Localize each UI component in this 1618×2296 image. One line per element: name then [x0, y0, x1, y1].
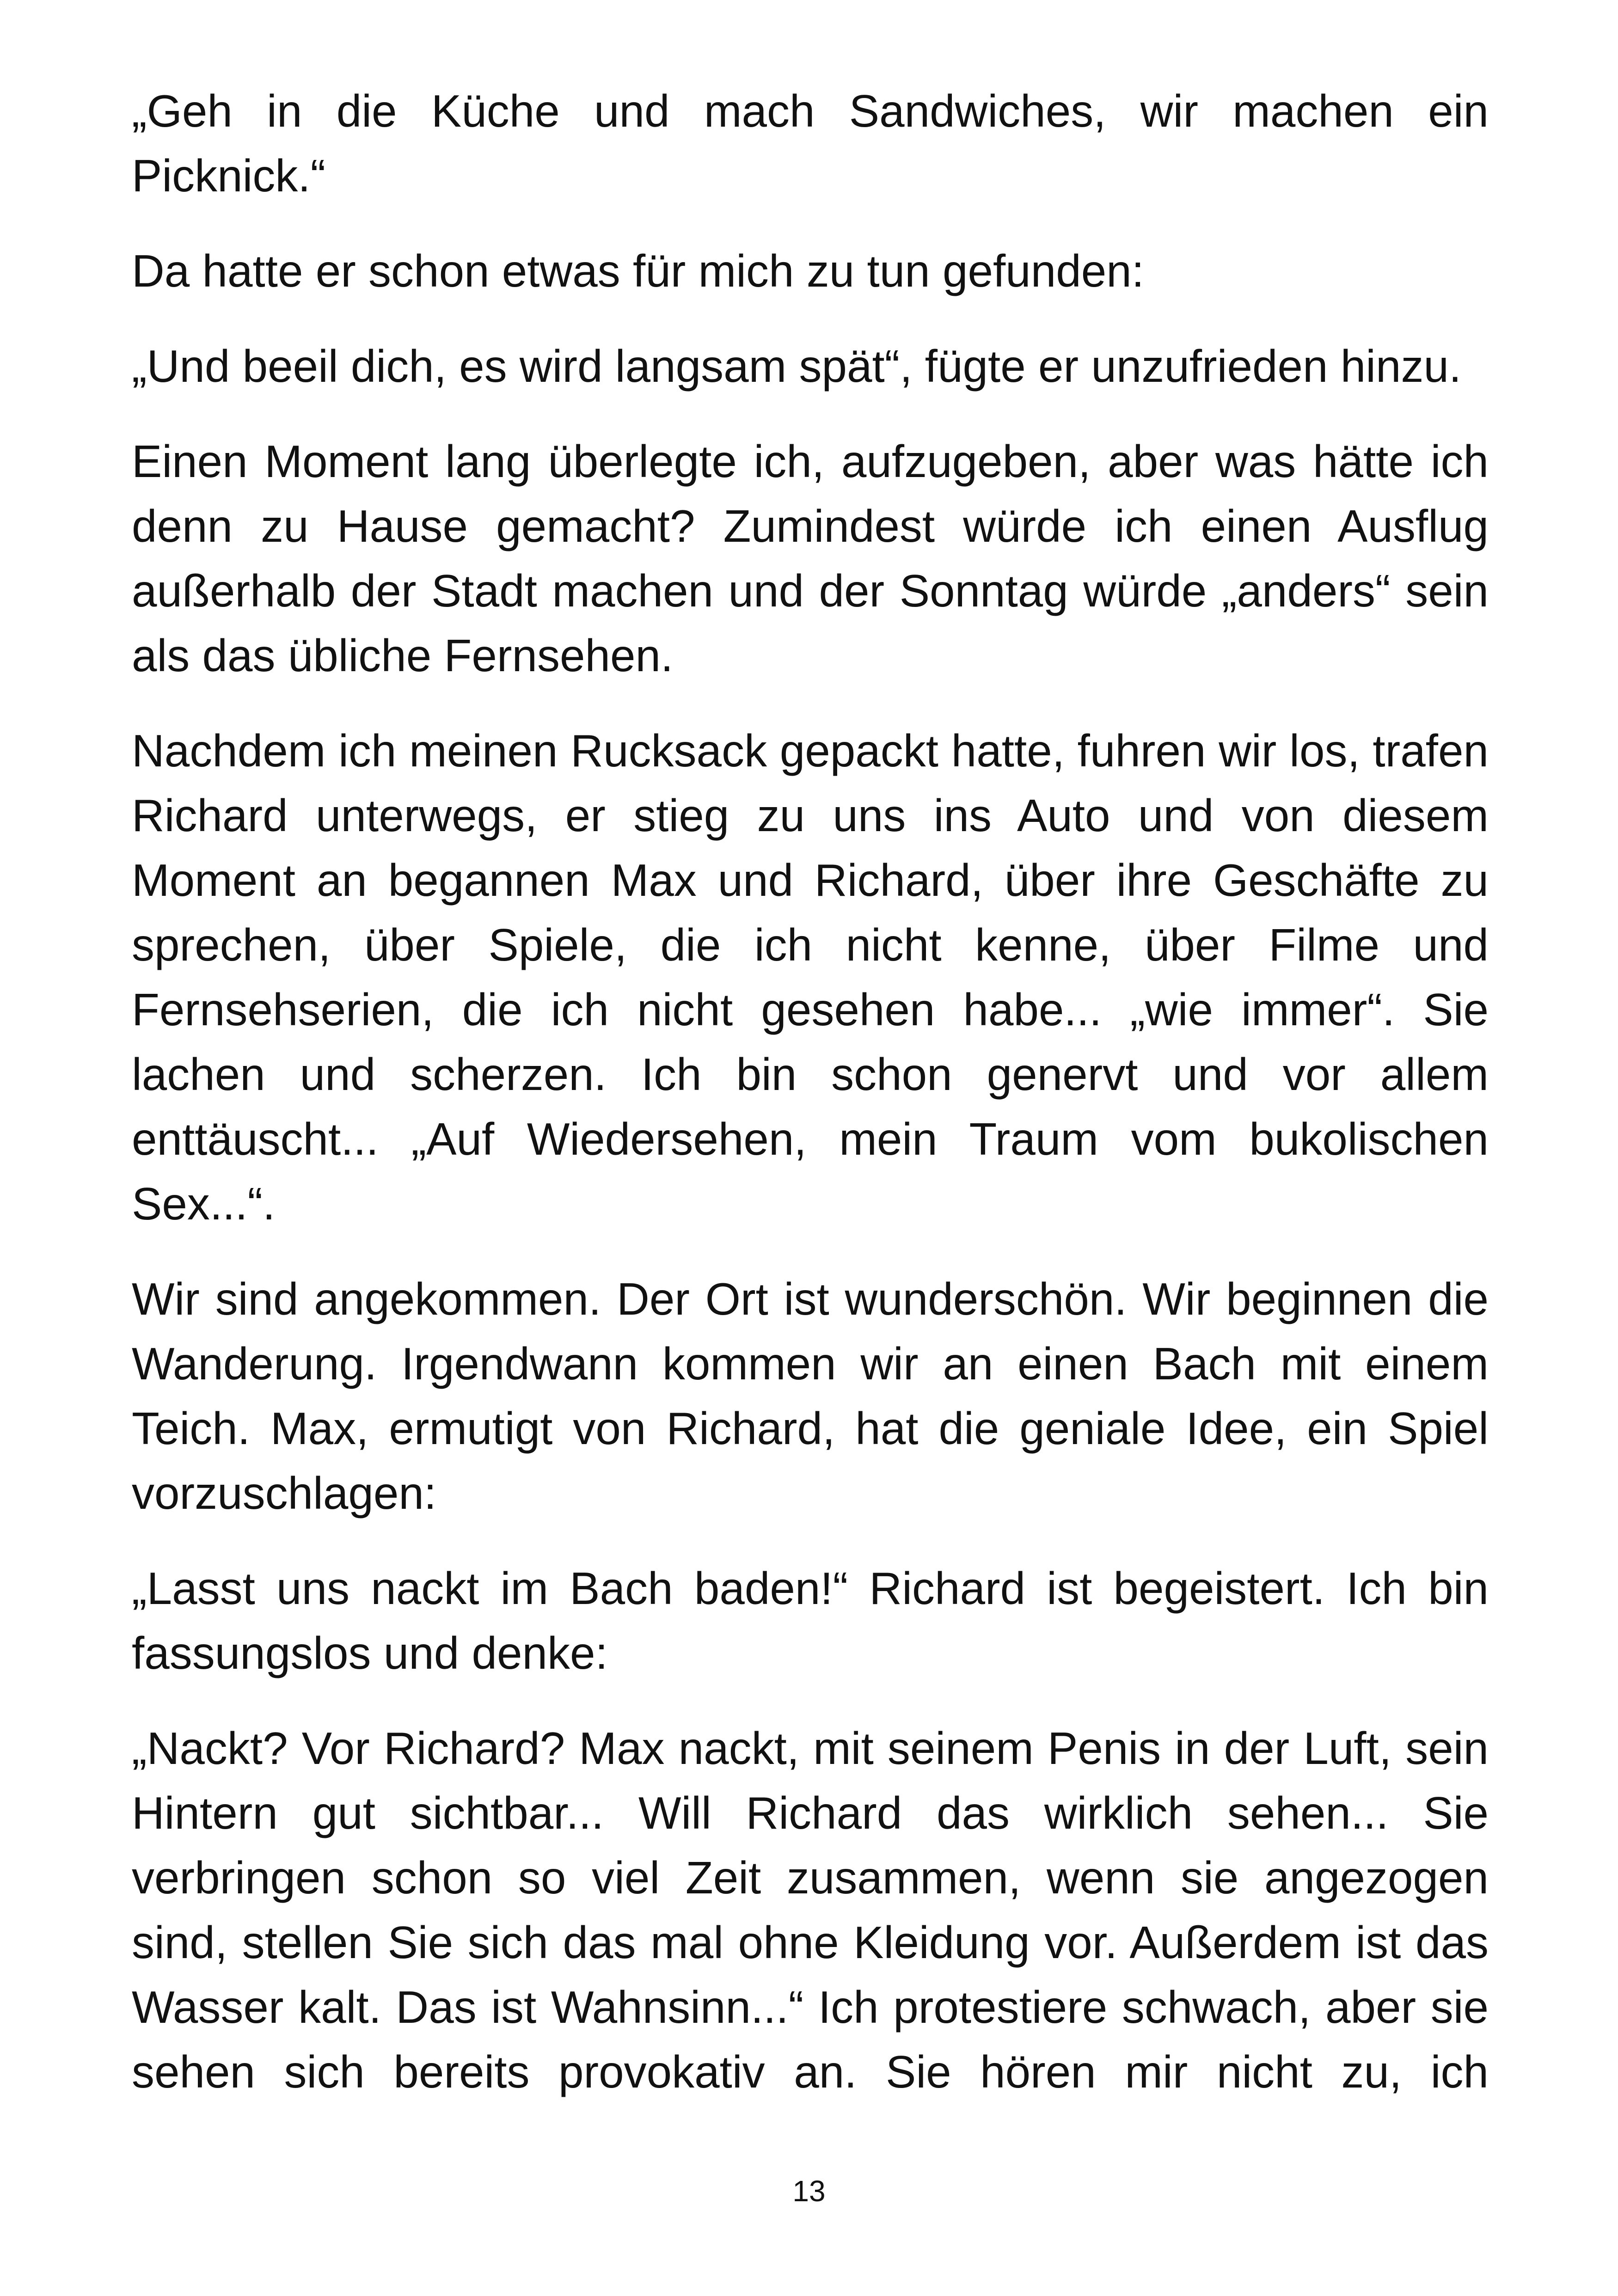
- page-body: [132, 79, 1489, 2135]
- paragraph-6: Wir sind angekommen. Der Ort ist wunderschön. Wir beginnen die Wanderung. Irgendwann kommen wir an einen Bach mit einem Teich. Max, ermutigt von Richard, hat die geniale Idee, ein Spiel vorzuschlagen:: [132, 1274, 1489, 1518]
- paragraph-5: Nachdem ich meinen Rucksack gepackt hatte, fuhren wir los, trafen Richard unterwegs, er stieg zu uns ins Auto und von diesem Moment an begannen Max und Richard, über ihre Geschäfte zu sprechen, über Spiele, die ich nicht kenne, über Filme und Fernsehserien, die ich nicht gesehen habe... „wie immer“. Sie lachen und scherzen. Ich bin schon genervt und vor allem enttäuscht... „Auf Wiedersehen, mein Traum vom bukolischen Sex...“.: [132, 725, 1489, 1229]
- paragraph-8: „Nackt? Vor Richard? Max nackt, mit seinem Penis in der Luft, sein Hintern gut sichtbar... Will Richard das wirklich sehen... Sie verbringen schon so viel Zeit zusammen, wenn sie angezogen sind, stellen Sie sich das mal ohne Kleidung vor. Außerdem ist das Wasser kalt. Das ist Wahnsinn...“ Ich protestiere schwach, aber sie sehen sich bereits provokativ an. Sie hören mir nicht zu, ich: [132, 1723, 1489, 2097]
- page-number: 13: [792, 2174, 826, 2208]
- paragraph-7: „Lasst uns nackt im Bach baden!“ Richard ist begeistert. Ich bin fassungslos und denke:: [132, 1563, 1489, 1678]
- paragraph-1: „Geh in die Küche und mach Sandwiches, wir machen ein Picknick.“: [132, 86, 1489, 201]
- paragraph-4: Einen Moment lang überlegte ich, aufzugeben, aber was hätte ich denn zu Hause gemacht? Zumindest würde ich einen Ausflug außerhalb der Stadt machen und der Sonntag würde „anders“ sein als das übliche Fernsehen.: [132, 436, 1489, 681]
- paragraph-3: „Und beeil dich, es wird langsam spät“, fügte er unzufrieden hinzu.: [132, 341, 1462, 392]
- paragraph-2: Da hatte er schon etwas für mich zu tun gefunden:: [132, 245, 1144, 296]
